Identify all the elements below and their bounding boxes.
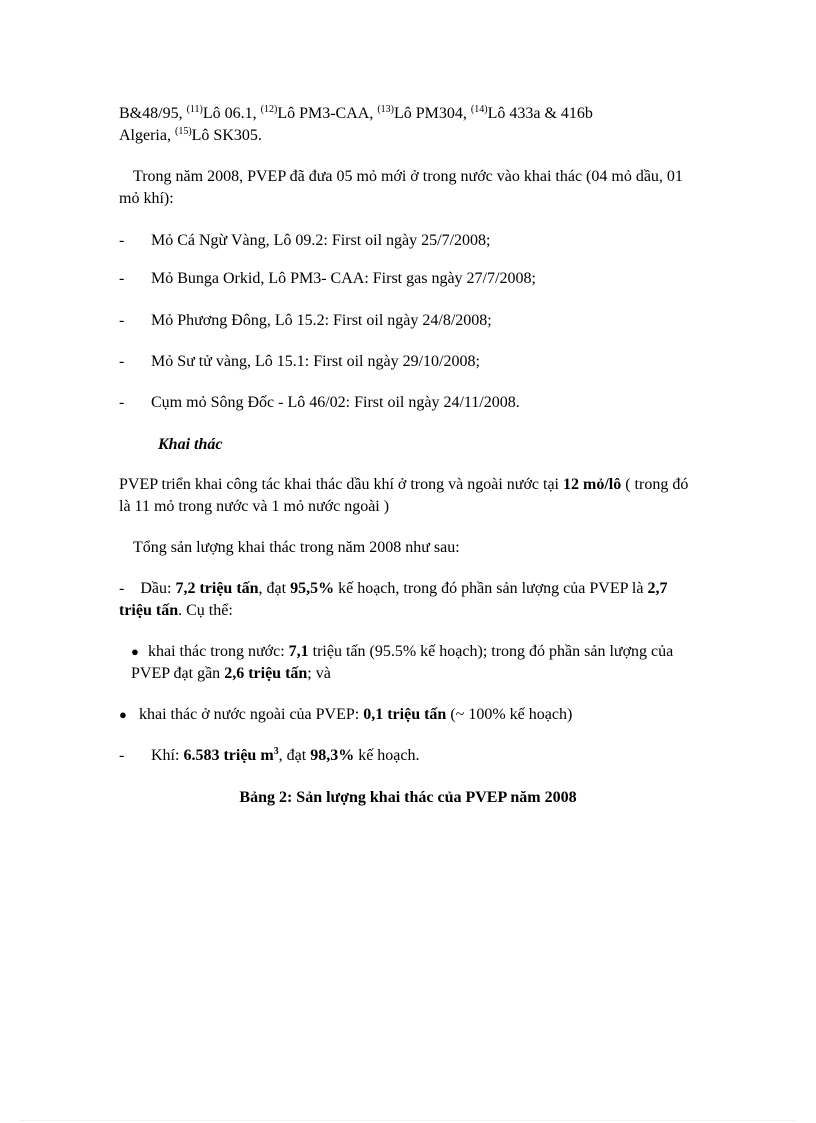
gas-output-item [119,745,709,767]
dash-marker: - [119,747,125,764]
text-segment: , đạt [278,747,311,764]
text-segment: Lô SK305. [191,127,262,144]
footnote-number: (15) [174,126,192,137]
dash-marker: - [119,394,125,411]
text-segment: Lô PM304, [394,105,471,122]
block-list-paragraph [119,103,709,147]
list-item-text: Mỏ Sư tử vàng, Lô 15.1: First oil ngày 29/10/2008; [151,353,480,370]
text-segment: . Cụ thể: [178,602,233,619]
text-segment: Lô 433a & 416b [487,105,593,122]
bold-text: 2,7 triệu tấn [119,580,668,619]
bullet-marker: ● [131,644,139,659]
text-segment: khai thác ở nước ngoài của PVEP: [139,706,364,723]
page-edge-divider [20,1120,796,1121]
list-item-text: Mỏ Bunga Orkid, Lô PM3- CAA: First gas ngày 27/7/2008; [151,270,536,287]
text-segment: PVEP triển khai công tác khai thác dầu khí ở trong và ngoài nước tại [119,476,563,493]
new-fields-intro: Trong năm 2008, PVEP đã đưa 05 mỏ mới ở trong nước vào khai thác (04 mỏ dầu, 01 mỏ khí): [119,168,683,207]
list-item [119,310,709,332]
text-segment: triệu tấn (95.5% kế hoạch); trong đó phần sản lượng của PVEP đạt gần [131,643,674,682]
production-paragraph [119,474,694,518]
list-item [119,268,709,290]
text-segment: (~ 100% kế hoạch) [446,706,573,723]
text-segment: kế hoạch. [354,747,420,764]
section-heading: Khai thác [158,436,223,453]
list-item-text: Mỏ Phương Đông, Lô 15.2: First oil ngày 24/8/2008; [151,312,492,329]
text-segment: ( trong đó là 11 mỏ trong nước và 1 mỏ nước ngoài ) [119,476,689,515]
dash-marker: - [119,232,125,249]
foreign-output-item [119,704,699,726]
footnote-number: (12) [260,104,278,115]
text-segment: Khí: [151,747,184,764]
dash-marker: - [119,580,125,597]
bold-text: 6.583 triệu m [183,747,274,764]
footnote-number: (14) [470,104,488,115]
bold-text: 7,1 [288,643,309,660]
bold-text: 7,2 triệu tấn [175,580,259,597]
text-segment: Lô PM3-CAA, [277,105,378,122]
bold-text: 12 mỏ/lô [563,476,622,493]
list-item [119,351,709,373]
total-output-intro: Tổng sản lượng khai thác trong năm 2008 như sau: [133,539,460,556]
superscript: 3 [273,746,279,757]
text-segment: khai thác trong nước: [148,643,289,660]
table-caption: Bảng 2: Sản lượng khai thác của PVEP năm 2008 [239,789,577,806]
bullet-marker: ● [119,707,127,722]
footnote-number: (13) [377,104,394,115]
domestic-output-item [131,641,706,685]
list-item [119,230,709,252]
dash-marker: - [119,312,125,329]
footnote-number: (11) [186,104,203,115]
bold-text: 95,5% [290,580,335,597]
text-segment: Algeria, [119,127,175,144]
dash-marker: - [119,353,125,370]
bold-text: 2,6 triệu tấn [224,665,308,682]
list-item-text: Cụm mỏ Sông Đốc - Lô 46/02: First oil ngày 24/11/2008. [151,394,520,411]
bold-text: 0,1 triệu tấn [363,706,447,723]
oil-output-item [119,578,694,622]
dash-marker: - [119,270,125,287]
text-segment: Dầu: [140,580,176,597]
text-segment: , đạt [258,580,291,597]
text-segment: Lô 06.1, [202,105,261,122]
text-segment: kế hoạch, trong đó phần sản lượng của PVEP là [334,580,648,597]
list-item [119,392,709,414]
text-segment: ; và [307,665,331,682]
text-segment: B&48/95, [119,105,187,122]
bold-text: 98,3% [310,747,355,764]
list-item-text: Mỏ Cá Ngừ Vàng, Lô 09.2: First oil ngày 25/7/2008; [151,232,491,249]
